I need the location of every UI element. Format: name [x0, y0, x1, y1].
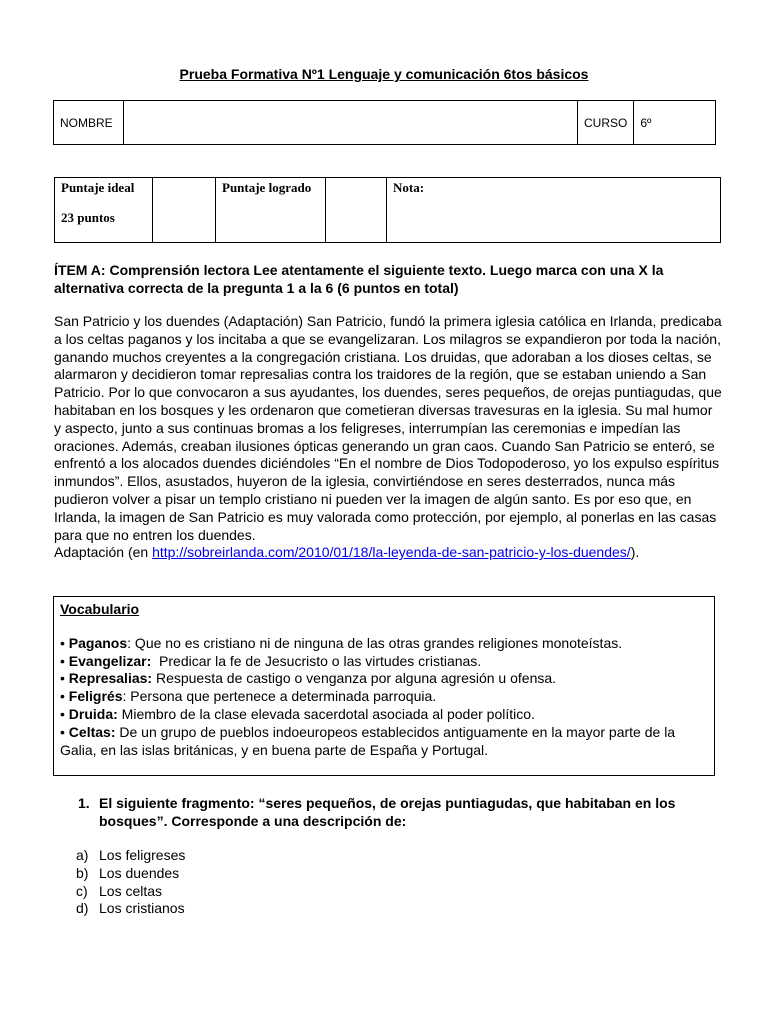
option-text: Los duendes: [99, 864, 180, 881]
vocab-item-feligres: [60, 688, 708, 706]
option-text: Los cristianos: [99, 900, 185, 917]
option-d[interactable]: [76, 900, 185, 918]
bullet: •: [60, 705, 69, 722]
vocab-definition: Miembro de la clase elevada sacerdotal asociada al poder político.: [117, 705, 535, 722]
vocab-definition: : Persona que pertenece a determinada parroquia.: [122, 688, 437, 705]
vocab-item-paganos: [60, 635, 708, 653]
vocab-item-celtas: [60, 724, 708, 760]
question-text: El siguiente fragmento: “seres pequeños, de orejas puntiagudas, que habitaban en los bosques”. Corresponde a una descripción de:: [99, 795, 676, 829]
vocab-item-represalias: [60, 670, 708, 688]
question-1-options: [76, 847, 185, 918]
option-c[interactable]: [76, 883, 185, 901]
vocab-definition: De un grupo de pueblos indoeuropeos establecidos antiguamente en la mayor parte de la Galia, en las islas británicas, y en buena parte de España y Portugal.: [60, 723, 676, 758]
vocab-definition: Predicar la fe de Jesucristo o las virtudes cristianas.: [151, 652, 482, 669]
option-text: Los feligreses: [99, 847, 186, 863]
vocab-definition: : Que no es cristiano ni de ninguna de las otras grandes religiones monoteístas.: [127, 634, 623, 651]
option-letter: a): [76, 847, 89, 863]
bullet: •: [60, 670, 69, 687]
option-b[interactable]: [76, 865, 185, 883]
curso-label: CURSO: [578, 101, 634, 145]
bullet: •: [60, 634, 69, 651]
page-title: Prueba Formativa Nº1 Lenguaje y comunicación 6tos básicos: [179, 66, 589, 82]
question-1: [78, 794, 718, 830]
nota-label: Nota:: [393, 180, 425, 195]
nombre-field[interactable]: [124, 101, 578, 145]
bullet: •: [60, 723, 69, 740]
vocab-term: Paganos: [68, 634, 128, 651]
vocabulary-heading: Vocabulario: [60, 601, 140, 617]
puntaje-ideal-blank[interactable]: [153, 178, 216, 243]
option-letter: b): [76, 864, 89, 881]
option-text: Los celtas: [99, 882, 163, 899]
puntaje-logrado-field[interactable]: [326, 178, 387, 243]
vocabulary-box: [53, 596, 715, 776]
vocab-term: Evangelizar:: [68, 652, 152, 669]
option-letter: c): [76, 882, 88, 899]
curso-field[interactable]: 6º: [634, 101, 716, 145]
story-paragraph: San Patricio y los duendes (Adaptación) San Patricio, fundó la primera iglesia católica en Irlanda, predicaba a los celtas paganos y los incitaba a que se evangelizaran. Los milagros se expandieron por toda la nación, ganando muchos creyentes a la congregación cristiana. Los druidas, que adoraban a los dioses celtas, se alarmaron y decidieron tomar represalias contra los traidores de la región, que se estaban uniendo a San Patricio. Por lo que convocaron a sus ayudantes, los duendes, seres pequeños, de orejas puntiagudas, que habitaban en los bosques y les ordenaron que cometieran diversas travesuras en la iglesia. Su mal humor y aspecto, junto a sus continuas bromas a los feligreses, interrumpían las ceremonias e impedían las oraciones. Además, creaban ilusiones ópticas generando un gran caos. Cuando San Patricio se enteró, se enfrentó a los alocados duendes diciéndoles “En el nombre de Dios Todopoderoso, yo los expulso espíritus inmundos”. Ellos, asustados, huyeron de la iglesia, convirtiéndose en seres desterrados, nunca más pudieron volver a pisar un templo cristiano ni pueden ver la imagen de algún santo. Es por eso que, en Irlanda, la imagen de San Patricio es muy valorada como protección, por ejemplo, al ponerlas en las casas para que no entren los duendes.: [54, 313, 722, 543]
puntaje-logrado-label: Puntaje logrado: [216, 178, 326, 243]
vocab-item-druida: [60, 706, 708, 724]
nombre-label: NOMBRE: [54, 101, 124, 145]
nota-field[interactable]: [387, 178, 721, 243]
vocab-item-evangelizar: [60, 653, 708, 671]
bullet: •: [60, 652, 69, 669]
question-number: 1.: [78, 795, 90, 811]
story-source: [54, 544, 722, 562]
source-suffix: ).: [630, 544, 640, 561]
option-a[interactable]: [76, 847, 185, 865]
source-link[interactable]: http://sobreirlanda.com/2010/01/18/la-leyenda-de-san-patricio-y-los-duendes/: [152, 544, 631, 561]
option-letter: d): [76, 900, 89, 917]
vocab-term: Druida:: [68, 705, 118, 722]
puntaje-ideal-label: Puntaje ideal: [61, 180, 135, 195]
vocab-term: Feligrés: [68, 688, 123, 705]
student-info-table: [53, 100, 716, 145]
bullet: •: [60, 688, 69, 705]
vocab-term: Represalias:: [68, 670, 153, 687]
source-prefix: Adaptación (en: [54, 544, 153, 561]
story-text: [54, 313, 722, 562]
item-a-instructions: ÍTEM A: Comprensión lectora Lee atentamente el siguiente texto. Luego marca con una X la alternativa correcta de la pregunta 1 a la 6 (6 puntos en total): [54, 262, 664, 296]
score-table: [54, 177, 721, 243]
puntaje-ideal-value: 23 puntos: [61, 210, 115, 225]
puntaje-ideal-cell: [55, 178, 153, 243]
vocab-definition: Respuesta de castigo o venganza por alguna agresión u ofensa.: [152, 670, 557, 687]
vocab-term: Celtas:: [68, 723, 116, 740]
